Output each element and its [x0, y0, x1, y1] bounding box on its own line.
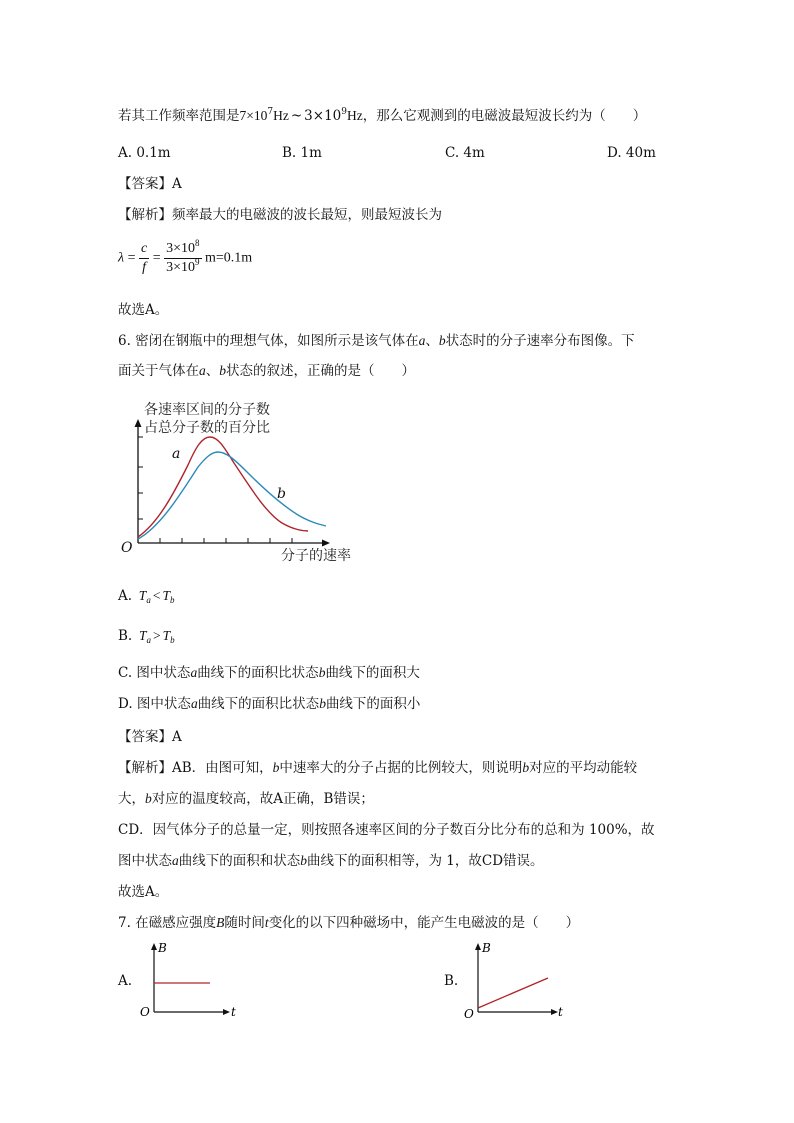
graph-b-x-arrow [551, 1009, 558, 1015]
graph-b-line [478, 978, 548, 1008]
graph-a-xlabel: t [231, 1005, 236, 1019]
formula-frac-num [164, 240, 201, 277]
q5-exp-a: 7 [267, 107, 274, 117]
q6-analysis-line3: CD．因气体分子的总量一定，则按照各速率区间的分子数百分比分布的总和为 100%，故 [118, 822, 655, 838]
q5-unit-b: Hz [347, 108, 363, 123]
q6-answer: 【答案】A [118, 729, 182, 745]
q7-graph-b [464, 938, 574, 1022]
q5-stem [118, 106, 646, 126]
q5-range-b: 3×10 [304, 108, 342, 124]
chart-ylabel-line1: 各速率区间的分子数 [144, 402, 270, 418]
q5-option-d: D. 40m [607, 145, 656, 161]
curve-a-label: a [172, 446, 181, 462]
q5-analysis-text: 频率最大的电磁波的波长最短，则最短波长为 [172, 207, 442, 223]
q5-answer: 【答案】A [118, 176, 182, 192]
formula-eq2: = [152, 250, 161, 266]
q6-distribution-chart [118, 395, 368, 565]
graph-b-xlabel: t [558, 1005, 563, 1019]
graph-a-ylabel: B [158, 941, 167, 955]
q5-unit-a: Hz [273, 108, 289, 123]
formula-result: m=0.1m [205, 250, 253, 266]
q6-option-d: D. 图中状态a曲线下的面积比状态b曲线下的面积小 [118, 696, 421, 712]
q5-analysis-label: 【解析】 [118, 207, 172, 223]
q5-conclusion: 故选A。 [118, 302, 169, 318]
q6-var-b: b [438, 333, 446, 348]
graph-a-origin: O [140, 1005, 150, 1019]
q6-analysis-line1: 【解析】AB．由图可知，b中速率大的分子占据的比例较大，则说明b对应的平均动能较 [118, 760, 638, 776]
q7-var-t: t [264, 915, 269, 930]
q5-analysis [118, 205, 442, 225]
q7-var-B: B [216, 915, 225, 930]
formula-f: f [142, 260, 147, 275]
graph-b-origin: O [464, 1007, 474, 1021]
formula-denominator: $3\times 10^9$ [166, 257, 200, 275]
q6-stem-line1: 6. 密闭在钢瓶中的理想气体，如图所示是该气体在a、b状态时的分子速率分布图像。下 [118, 333, 635, 349]
q6-var-a: a [418, 333, 426, 348]
q6-stem-line2: 面关于气体在a、b状态的叙述，正确的是（ ） [118, 363, 415, 379]
graph-a-x-arrow [223, 1009, 230, 1015]
q6-option-b: B. $T_a > T_b$ [118, 628, 175, 645]
q6-analysis-line2: 大，b对应的温度较高，故A正确，B错误； [118, 791, 374, 807]
q5-option-a: A. 0.1m [118, 145, 171, 161]
q5-stem-suffix: ，那么它观测到的电磁波最短波长约为（ ） [362, 108, 647, 124]
curve-b [138, 452, 326, 539]
formula-lambda: λ [118, 250, 125, 266]
q7-option-b-label: B. [444, 973, 459, 989]
q5-exp-b: 9 [341, 107, 347, 117]
formula-eq1: = [127, 250, 136, 266]
curve-b-label: b [277, 486, 286, 502]
chart-origin: O [121, 540, 133, 556]
formula-numerator: $3\times 10^8$ [164, 240, 201, 259]
q5-formula [118, 240, 252, 277]
q5-stem-prefix: 若其工作频率范围是 [118, 108, 240, 124]
formula-frac-cf [139, 240, 149, 277]
chart-xlabel: 分子的速率 [281, 548, 351, 564]
q5-range-a: 7×10 [239, 108, 268, 123]
q7-option-a-label: A. [118, 973, 133, 989]
q5-option-c: C. 4m [445, 145, 485, 161]
chart-y-arrow [135, 419, 142, 427]
q7-stem: 7. 在磁感应强度B随时间t变化的以下四种磁场中，能产生电磁波的是（ ） [118, 915, 580, 931]
q6-option-c: C. 图中状态a曲线下的面积比状态b曲线下的面积大 [118, 665, 420, 681]
q5-option-b: B. 1m [282, 145, 322, 161]
chart-ylabel-line2: 占总分子数的百分比 [144, 420, 270, 436]
q7-graph-a [138, 938, 248, 1022]
q6-analysis-line4: 图中状态a曲线下的面积和状态b曲线下的面积相等，为 1，故CD错误。 [118, 853, 544, 869]
q6-conclusion: 故选A。 [118, 884, 169, 900]
graph-a-y-arrow [151, 943, 157, 950]
q6-option-a: A. $T_a < T_b$ [118, 588, 175, 605]
formula-c: c [139, 240, 149, 259]
graph-b-ylabel: B [482, 941, 491, 955]
graph-b-y-arrow [475, 943, 481, 950]
chart-x-arrow [322, 540, 330, 547]
q5-tilde: ~ [290, 108, 303, 124]
